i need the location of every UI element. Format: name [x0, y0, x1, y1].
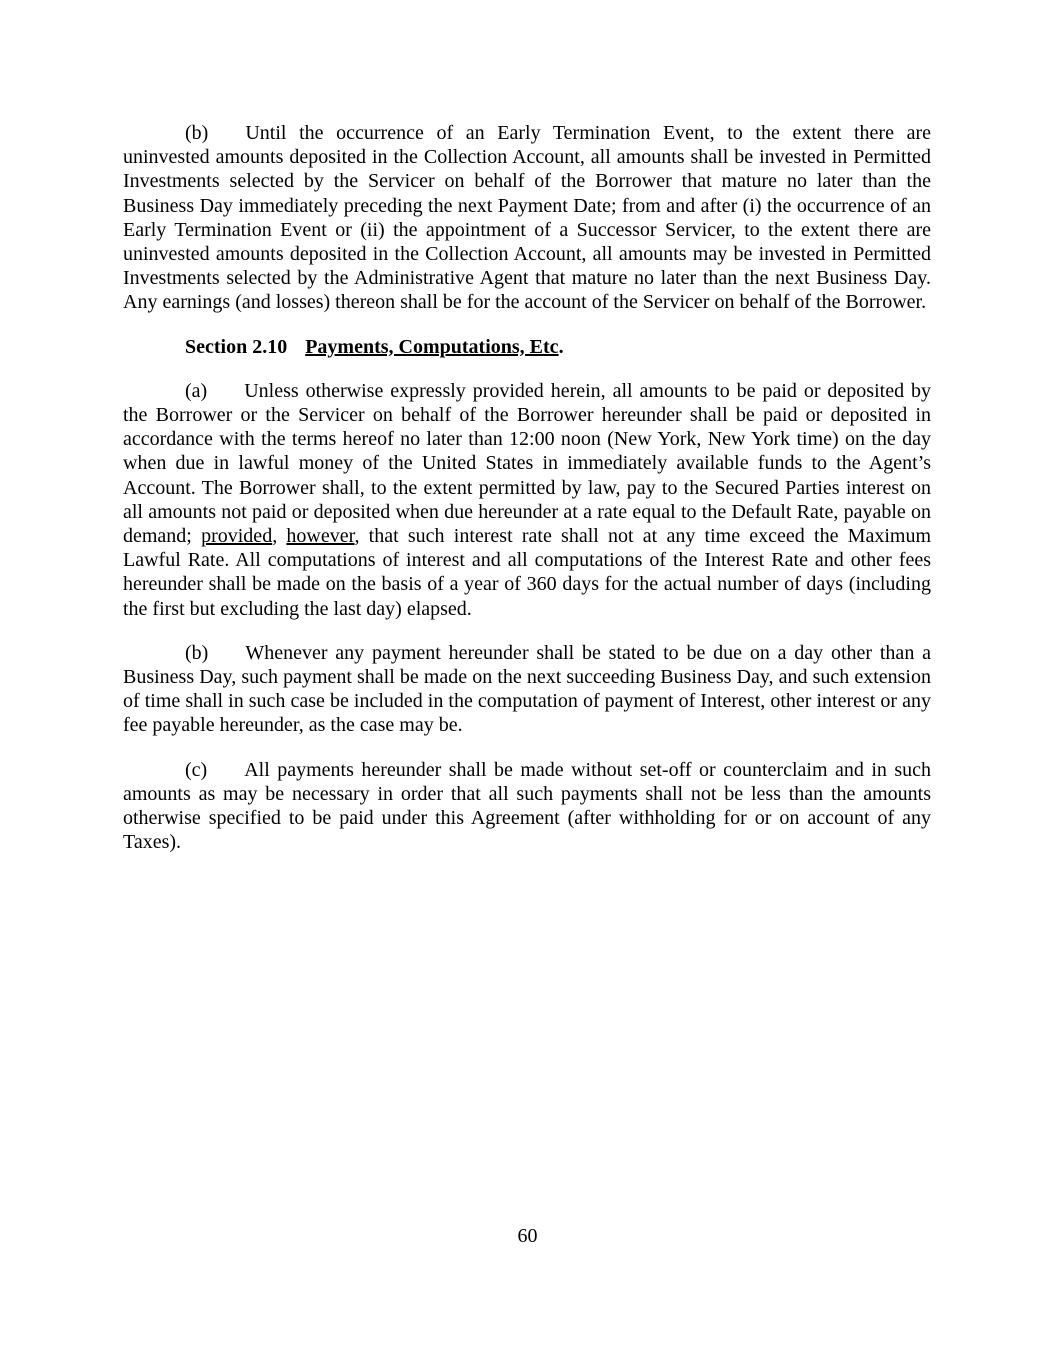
- section-heading: [123, 335, 931, 359]
- paragraph-text: Unless otherwise expressly provided herein, all amounts to be paid or deposited by the Borrower or the Servicer on behalf of the Borrower hereunder shall be paid or deposited in accordance with the terms hereof no later than 12:00 noon (New York, New York time) on the day when due in lawful money of the United States in immediately available funds to the Agent’s Account. The Borrower shall, to the extent permitted by law, pay to the Secured Parties interest on all amounts not paid or deposited when due hereunder at a rate equal to the Default Rate, payable on demand;: [123, 379, 931, 548]
- paragraph-a-payments: [123, 379, 931, 621]
- paragraph-label: (b): [185, 641, 209, 664]
- section-number: Section 2.10: [185, 335, 288, 358]
- paragraph-b-business-day: [123, 641, 931, 738]
- paragraph-c-set-off: [123, 758, 931, 855]
- paragraph-label: (b): [185, 122, 209, 144]
- page-number: 60: [517, 1225, 538, 1247]
- paragraph-text: , that such interest rate shall not at any time exceed the Maximum Lawful Rate. All computations of interest and all computations of the Interest Rate and other fees hereunder shall be made on the basis of a year of 360 days for the actual number of days (including the first but excluding the last day) elapsed.: [123, 525, 932, 620]
- paragraph-b-investments: [123, 121, 931, 315]
- section-title-period: .: [558, 335, 564, 358]
- paragraph-text: All payments hereunder shall be made without set-off or counterclaim and in such amounts as may be necessary in order that all such payments shall not be less than the amounts otherwise specified to be paid under this Agreement (after withholding for or on account of any Taxes).: [123, 758, 931, 854]
- paragraph-label: (a): [185, 379, 208, 402]
- paragraph-text: ,: [272, 525, 287, 548]
- underlined-term-however: however: [286, 525, 355, 548]
- paragraph-text: Whenever any payment hereunder shall be stated to be due on a day other than a Business Day, such payment shall be made on the next succeeding Business Day, and such extension of time shall in such case be included in the computation of payment of Interest, other interest or any fee payable hereunder, as the case may be.: [123, 641, 931, 737]
- paragraph-text: Until the occurrence of an Early Termination Event, to the extent there are uninvested amounts deposited in the Collection Account, all amounts shall be invested in Permitted Investments selected by the Servicer on behalf of the Borrower that mature no later than the Business Day immediately preceding the next Payment Date; from and after (i) the occurrence of an Early Termination Event or (ii) the appointment of a Successor Servicer, to the extent there are uninvested amounts deposited in the Collection Account, all amounts may be invested in Permitted Investments selected by the Administrative Agent that mature no later than the next Business Day. Any earnings (and losses) thereon shall be for the account of the Servicer on behalf of the Borrower.: [123, 122, 931, 314]
- document-body: [123, 121, 931, 874]
- paragraph-label: (c): [185, 758, 208, 781]
- underlined-term-provided: provided: [201, 525, 273, 548]
- section-title: Payments, Computations, Etc: [305, 335, 559, 358]
